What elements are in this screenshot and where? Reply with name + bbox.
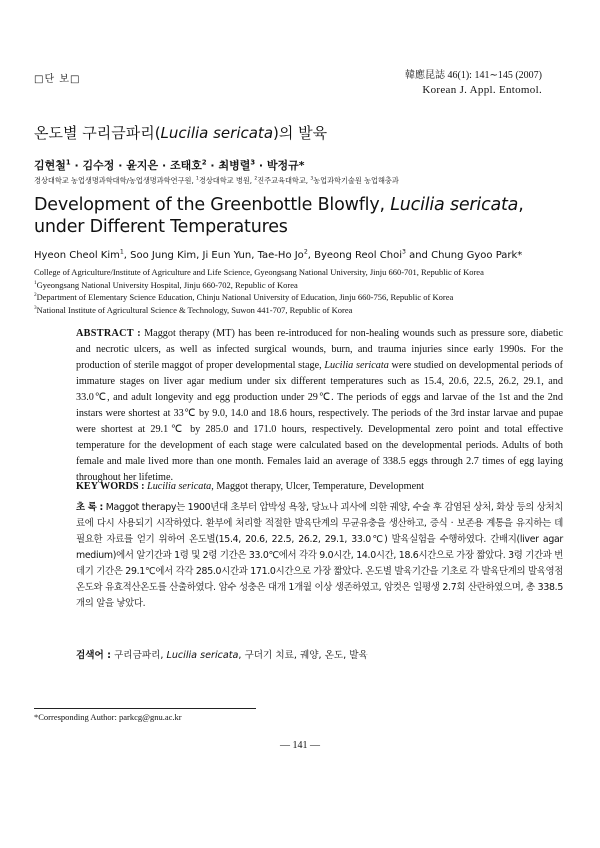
affil-mark: 3 [401,248,406,256]
affil-mark: 1 [65,158,71,167]
ko-abstract-label: 초 록 : [76,502,103,513]
affil-mark: 1 [119,248,124,256]
keywords-label: KEY WORDS : [76,481,145,492]
en-affil-text: National Institute of Agricultural Science & Technology, Suwon 441-707, Republic of Korea [36,304,353,315]
korean-keywords [76,647,563,661]
english-title [34,194,574,238]
affil-mark: 1 [196,176,199,182]
en-author-sep: , [307,250,315,261]
korean-authors [34,157,305,173]
english-abstract [76,326,563,486]
en-affil-text: Department of Elementary Science Education, Chinju National University of Education, Jinju 660-756, Republic of Korea [36,292,454,302]
en-affil-line [34,279,484,292]
ko-keywords-species: Lucilia sericata [166,650,239,661]
ko-author-sep: · [206,159,219,172]
en-affil-line [34,266,484,279]
abstract-species: Lucilia sericata [324,360,389,371]
korean-affiliations [34,176,399,186]
page-number: — 141 — [280,740,320,751]
en-affil-text: Gyeongsang National University Hospital, Jinju 660-702, Republic of Korea [36,279,298,290]
en-author: Soo Jung Kim, Ji Eun Yun, Tae-Ho Jo [130,250,304,261]
korean-title-species: Lucilia sericata [160,124,274,142]
english-title-post: , under Different Temperatures [34,195,524,237]
english-authors [34,250,522,261]
ko-affil-0: 경상대학교 농업생명과학대학/농업생명과학연구원, [34,176,197,185]
en-affil-line [34,291,484,304]
journal-ko: 韓應昆誌 46(1): 141∼145 (2007) [405,70,542,81]
ko-keywords-label: 검색어 : [76,650,111,661]
ko-author: 김수정 [82,159,115,172]
ko-author-sep: · [70,159,83,172]
ko-affil-1: 경상대학교 병원, [198,176,255,185]
ko-keywords-rest: , 구더기 치료, 궤양, 온도, 발육 [238,650,368,661]
korean-title-post: )의 발육 [273,124,328,142]
ko-author: 윤지은 [126,159,159,172]
ko-keywords-pre: 구리금파리, [110,650,167,661]
ko-affil-2: 진주교육대학교, [257,176,311,185]
english-keywords [76,481,563,492]
journal-en: Korean J. Appl. Entomol. [422,84,542,96]
journal-citation [405,68,542,98]
english-affiliations [34,266,484,316]
ko-author-sep: · [255,159,267,172]
abstract-text-2: were studied on developmental periods of immature stages on liver agar medium under six different temperatures such as 15.4, 20.6, 22.5, 26.2, 29.1, and 33.0℃, and adult longevity and egg production under 29℃. The periods of eggs and larvae of the 1st and the 2nd instars were shortest at 33℃ by 9.0, 14.0 and 18.6 hours, respectively. The periods of the 3rd instar larvae and pupae were shortest at 29.1℃ by 285.0 and 171.0 hours, respectively. Developmental zero point and total effective temperature for the development of each stage were calculated based on the developmental periods. Adults of both female and male lived more than one month. Females laid an average of 338.5 eggs through 2.7 times of egg laying throughout her lifetime. [76,360,564,483]
affil-mark: 3 [250,158,256,167]
korean-title [34,122,327,143]
affil-mark: 2 [254,176,258,182]
ko-abstract-text: Maggot therapy는 1900년대 초부터 압박성 욕창, 당뇨나 괴사에 의한 궤양, 수술 후 감염된 상처, 화상 등의 상처치료에 다시 사용되기 시작하였다. 환부에 처리할 적절한 발육단계의 무균유충을 생산하고, 증식 · 보존용 계통을 유지하는 데 필요한 자료를 얻기 위하여 온도별(15.4, 20.6, 22.5, 26.2, 29.1, 33.0℃) 발육실험을 수행하였다. 간배지(liver agar medium)에서 알기간과 1령 및 2령 기간은 33.0℃에서 각각 9.0시간, 14.0시간, 18.6시간으로 가장 짧았다. 3령 기간과 번데기 기간은 29.1℃에서 각각 285.0시간과 171.0시간으로 가장 짧았다. 온도별 발육기간을 기초로 각 발육단계의 발육영점온도와 유효적산온도를 산출하였다. 암수 성충은 대개 1개월 이상 생존하였고, 암컷은 일평생 2.7회 산란하였으며, 총 338.5개의 알을 낳았다. [76,502,563,609]
ko-author: 최병렬 [218,159,251,172]
corresponding-author-footnote: *Corresponding Author: parkcg@gnu.ac.kr [34,712,182,722]
english-title-pre: Development of the Greenbottle Blowfly, [34,195,391,215]
korean-title-pre: 온도별 구리금파리( [34,124,161,142]
keywords-species: Lucilia sericata [147,481,212,492]
affil-mark: 2 [303,248,308,256]
en-author: Hyeon Cheol Kim [34,250,120,261]
en-affil-line [34,304,484,317]
ko-author-sep: · [158,159,170,172]
keywords-rest: , Maggot therapy, Ulcer, Temperature, Development [211,481,425,492]
ko-author: 김현철 [34,159,66,172]
footnote-divider [34,708,256,709]
ko-author: 조태호 [169,159,202,172]
en-affil-text: College of Agriculture/Institute of Agriculture and Life Science, Gyeongsang National University, Jinju 660-701, Republic of Korea [34,267,484,277]
en-author-sep: , [123,250,131,261]
ko-affil-3: 농업과학기술원 농업해충과 [313,176,399,185]
abstract-label: ABSTRACT : [76,328,141,339]
ko-author-sep: · [114,159,127,172]
en-author: and Chung Gyoo Park* [409,250,523,261]
section-label: □단 보□ [34,74,81,85]
korean-abstract [76,500,563,612]
affil-mark: 2 [201,158,207,167]
affil-mark: 1 [34,279,37,286]
ko-author: 박정규* [266,159,305,172]
affil-mark: 2 [34,292,37,299]
english-title-species: Lucilia sericata [390,195,519,215]
en-author: Byeong Reol Choi [314,250,402,261]
affil-mark: 3 [34,304,37,311]
abstract-text-1: Maggot therapy (MT) has been re-introduced for non-healing wounds such as pressure sore, diabetic and necrotic ulcers, as well as infected surgical wounds, burn, and trauma injuries since early 1990s. For the production of sterile maggot of proper developmental stage, [76,328,564,371]
affil-mark: 3 [310,176,314,182]
